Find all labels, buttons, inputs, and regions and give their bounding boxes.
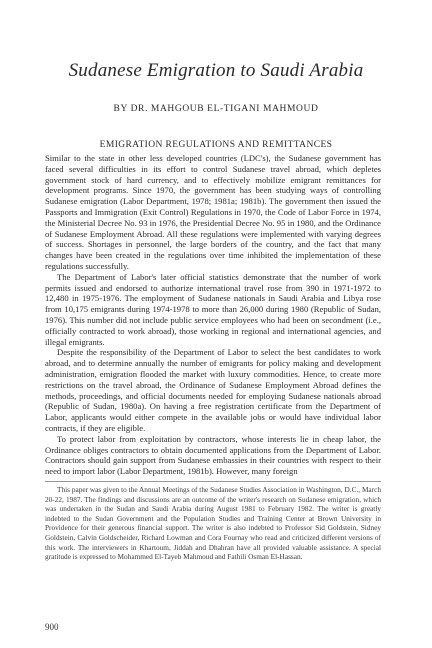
body-paragraph: Similar to the state in other less developed countries (LDC's), the Sudanese government has faced several difficulties in its effort to control Sudanese travel abroad, which depletes government stock of hard currency, and to effectively mobilize emigrant remittances for development programs. Since 1970, the government has been studying ways of controlling Sudanese emigration (Labor Department, 1978; 1981a; 1981b). The government then issued the Passports and Immigration (Exit Control) Regulations in 1970, the Code of Labor Force in 1974, the Ministerial Decree No. 93 in 1976, the Presidential Decree No. 95 in 1980, and the Ordinance of Sudanese Employment Abroad. All these regulations were implemented with varying degrees of success. Shortages in personnel, the large borders of the country, and the fact that many changes have been created in the regulations over time inhibited the implementation of these regulations successfully. (45, 153, 381, 271)
article-title: Sudanese Emigration to Saudi Arabia (68, 60, 364, 81)
body-paragraph: The Department of Labor's later official statistics demonstrate that the number of work permits issued and endorsed to authorize international travel rose from 390 in 1971-1972 to 12,480 in 1975-1976. The employment of Sudanese nationals in Saudi Arabia and Libya rose from 10,175 emigrants during 1974-1978 to more than 26,000 during 1980 (Republic of Sudan, 1976). This number did not include public service employees who had been on secondment (i.e., officially contracted to work abroad), those working in regional and international agencies, and illegal emigrants. (45, 271, 381, 347)
section-heading: EMIGRATION REGULATIONS AND REMITTANCES (99, 140, 333, 150)
author-byline: BY DR. MAHGOUB EL-TIGANI MAHMOUD (113, 104, 319, 114)
body-paragraph: To protect labor from exploitation by contractors, whose interests lie in cheap labor, the Ordinance obliges contractors to obtain documented applications from the Department of Labor. Contractors should gain support from Sudanese embassies in their countries with respect to their need to import labor (Labor Department, 1981b). However, many foreign (45, 433, 381, 477)
article-body (45, 153, 381, 477)
body-paragraph: Despite the responsibility of the Department of Labor to select the best candidates to work abroad, and to determine annually the number of emigrants for policy making and development administration, emigration flooded the market with luxury commodities. Hence, to create more restrictions on the travel abroad, the Ordinance of Sudanese Employment Abroad defines the methods, proceedings, and official documents needed for employing Sudanese nationals abroad (Republic of Sudan, 1980a). On having a free registration certificate from the Department of Labor, applicants would either compete in the available jobs or would have individual labor contracts, if they are eligible. (45, 347, 381, 433)
footnote-text: This paper was given to the Annual Meetings of the Sudanese Studies Association in Washington, D.C., March 20-22, 1987. The findings and discussions are an outcome of the writer's research on Sudanese emigration, which was undertaken in the Sudan and Saudi Arabia during August 1981 to February 1982. The writer is greatly indebted to the Sudan Government and the Population Studies and Training Center at Brown University in Providence for their generous financial support. The writer is also indebted to Professor Sid Goldstein, Sidney Goldstein, Calvin Goldscheider, Richard Lowman and Cora Fournay who read and criticized different versions of this work. The interviewers in Khartoum, Jiddah and Dhahran have all provided valuable assistance. A special gratitude is expressed to Mohammed El-Tayeb Mahmoud and Fathili Osman El-Hassan. (45, 485, 381, 562)
page-number: 900 (45, 622, 59, 632)
footnote (45, 485, 381, 562)
footnote-divider (45, 481, 381, 482)
